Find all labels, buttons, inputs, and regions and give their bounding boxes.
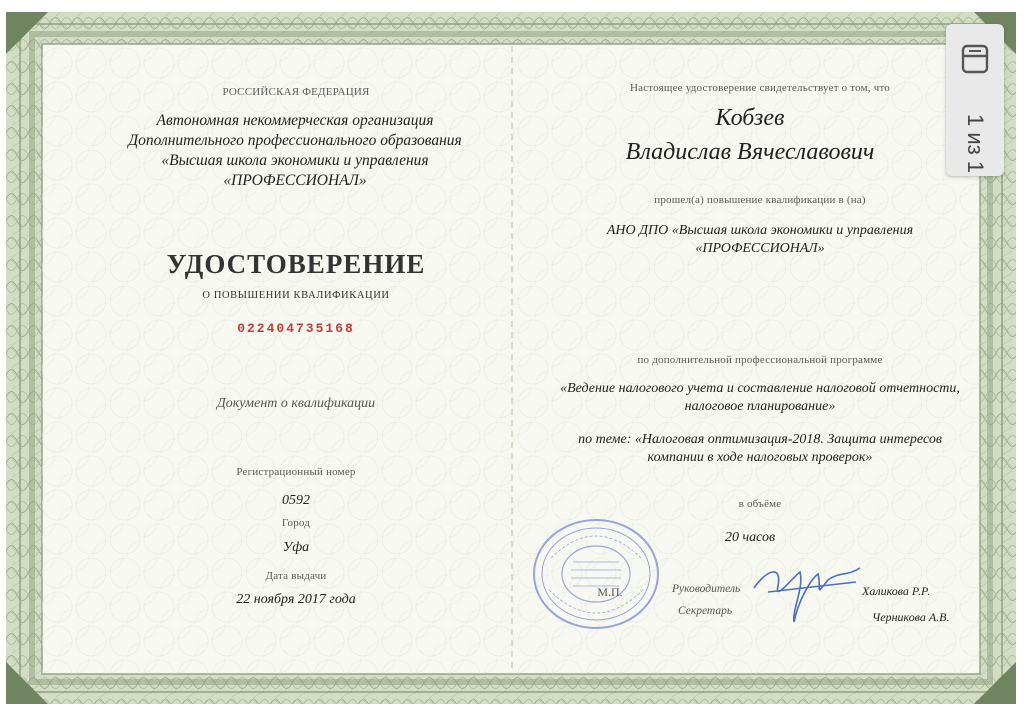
certificate-title: УДОСТОВЕРЕНИЕ bbox=[166, 249, 426, 279]
program-label: по дополнительной профессиональной программе bbox=[637, 354, 883, 366]
country-label: РОССИЙСКАЯ ФЕДЕРАЦИЯ bbox=[222, 86, 370, 98]
secretary-label: Секретарь bbox=[678, 605, 733, 617]
secretary-name: Черникова А.В. bbox=[872, 610, 950, 624]
org-line-4: «ПРОФЕССИОНАЛ» bbox=[223, 172, 367, 189]
org-line-2: Дополнительного профессионального образования bbox=[128, 132, 462, 149]
program-line-1: «Ведение налогового учета и составление налоговой отчетности, bbox=[560, 381, 960, 396]
theme-line-2: компании в ходе налоговых проверок» bbox=[647, 450, 873, 465]
org-line-1: Автономная некоммерческая организация bbox=[156, 112, 434, 129]
intro-text: Настоящее удостоверение свидетельствует о том, что bbox=[629, 82, 891, 94]
issue-date-value: 22 ноября 2017 года bbox=[236, 592, 356, 607]
hours-value: 20 часов bbox=[724, 530, 776, 545]
certificate-subtitle: О ПОВЫШЕНИИ КВАЛИФИКАЦИИ bbox=[202, 290, 390, 301]
recipient-surname: Кобзев bbox=[715, 105, 785, 131]
organization-seal bbox=[531, 518, 661, 630]
theme-line-1: по теме: «Налоговая оптимизация-2018. Защита интересов bbox=[578, 432, 942, 447]
stamp-mark: М.П. bbox=[597, 585, 623, 599]
org-line-3: «Высшая школа экономики и управления bbox=[161, 152, 429, 169]
volume-label: в объёме bbox=[738, 498, 782, 510]
head-label: Руководитель bbox=[672, 583, 741, 595]
page-count-text: 1 из 1 bbox=[963, 114, 988, 174]
program-line-2: налоговое планирование» bbox=[684, 399, 836, 414]
page-indicator[interactable] bbox=[946, 24, 1004, 176]
document-type: Документ о квалификации bbox=[216, 396, 376, 411]
recipient-given-names: Владислав Вячеславович bbox=[625, 139, 875, 165]
issue-date-label: Дата выдачи bbox=[265, 570, 327, 582]
registration-label: Регистрационный номер bbox=[236, 466, 356, 478]
passed-text: прошел(а) повышение квалификации в (на) bbox=[654, 194, 866, 206]
document-pages-icon bbox=[961, 44, 989, 74]
head-name: Халикова Р.Р. bbox=[862, 584, 931, 598]
handwritten-signature bbox=[748, 558, 866, 628]
training-org-line-1: АНО ДПО «Высшая школа экономики и управления bbox=[606, 223, 914, 238]
serial-number: 022404735168 bbox=[237, 321, 355, 336]
training-org-line-2: «ПРОФЕССИОНАЛ» bbox=[695, 241, 825, 256]
registration-number: 0592 bbox=[282, 493, 310, 508]
city-value: Уфа bbox=[282, 540, 310, 555]
city-label: Город bbox=[281, 517, 311, 529]
